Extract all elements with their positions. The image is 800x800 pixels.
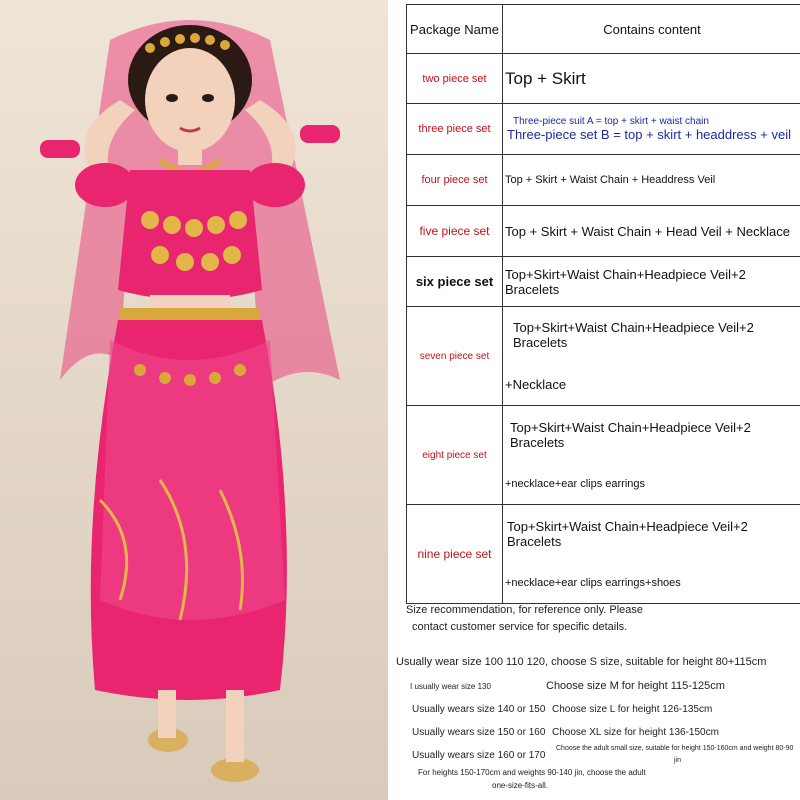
package-contents bbox=[503, 307, 800, 405]
package-contents: Top+Skirt+Waist Chain+Headpiece Veil+2 Bracelets bbox=[505, 266, 746, 297]
notes-intro-2: contact customer service for specific details. bbox=[412, 621, 628, 633]
size-adult-right-1: Choose the adult small size, suitable for height 150-160cm and weight 80-90 bbox=[556, 745, 794, 752]
package-name: six piece set bbox=[407, 257, 503, 306]
package-name: five piece set bbox=[407, 206, 503, 256]
header-contents: Contains content bbox=[603, 21, 701, 37]
table-header-row bbox=[407, 5, 800, 54]
size-l-right: Choose size L for height 126-135cm bbox=[552, 704, 713, 715]
size-m-left: I usually wear size 130 bbox=[410, 682, 491, 691]
table-row bbox=[407, 206, 800, 257]
package-table bbox=[406, 4, 800, 604]
contents-line-1: Top+Skirt+Waist Chain+Headpiece Veil+2 Bracelets bbox=[513, 320, 754, 351]
package-name: four piece set bbox=[407, 155, 503, 205]
size-adult-left: Usually wears size 160 or 170 bbox=[412, 750, 546, 761]
contents-line-1: Top+Skirt+Waist Chain+Headpiece Veil+2 Bracelets bbox=[510, 420, 751, 450]
package-contents bbox=[503, 406, 800, 504]
contents-line-2: +necklace+ear clips earrings bbox=[505, 478, 646, 490]
product-photo bbox=[0, 0, 388, 800]
size-l-left: Usually wears size 140 or 150 bbox=[412, 704, 546, 715]
package-name: eight piece set bbox=[407, 406, 503, 504]
package-contents bbox=[503, 505, 800, 603]
contents-line-2: +Necklace bbox=[505, 376, 567, 392]
notes-intro-1: Size recommendation, for reference only. Please bbox=[406, 604, 644, 616]
size-s-note: Usually wear size 100 110 120, choose S size, suitable for height 80+115cm bbox=[396, 656, 767, 668]
package-contents: Top + Skirt bbox=[505, 68, 586, 88]
table-row bbox=[407, 155, 800, 206]
free-size-note-2: one-size-fits-all. bbox=[492, 781, 549, 790]
package-contents: Top + Skirt + Waist Chain + Head Veil + Necklace bbox=[505, 223, 790, 239]
three-piece-a: Three-piece suit A = top + skirt + waist chain bbox=[513, 116, 709, 127]
package-name: seven piece set bbox=[407, 307, 503, 405]
size-xl-left: Usually wears size 150 or 160 bbox=[412, 727, 546, 738]
size-m-right: Choose size M for height 115-125cm bbox=[546, 680, 725, 692]
size-xl-right: Choose XL size for height 136-150cm bbox=[552, 727, 719, 738]
size-adult-right-2: jin bbox=[674, 757, 682, 764]
table-row bbox=[407, 257, 800, 307]
contents-line-1: Top+Skirt+Waist Chain+Headpiece Veil+2 Bracelets bbox=[507, 519, 748, 549]
package-contents: Top + Skirt + Waist Chain + Headdress Veil bbox=[505, 174, 716, 186]
table-row bbox=[407, 54, 800, 104]
three-piece-b: Three-piece set B = top + skirt + headdress + veil bbox=[507, 127, 791, 142]
package-contents bbox=[503, 104, 800, 154]
package-name: three piece set bbox=[407, 104, 503, 154]
free-size-note-1: For heights 150-170cm and weights 90-140 jin, choose the adult bbox=[418, 768, 646, 777]
header-package-name: Package Name bbox=[407, 5, 503, 53]
package-name: nine piece set bbox=[407, 505, 503, 603]
table-row bbox=[407, 104, 800, 155]
contents-line-2: +necklace+ear clips earrings+shoes bbox=[505, 577, 681, 589]
table-row bbox=[407, 505, 800, 604]
table-row bbox=[407, 307, 800, 406]
table-row bbox=[407, 406, 800, 505]
dancer-illustration bbox=[0, 0, 388, 800]
package-name: two piece set bbox=[407, 54, 503, 103]
